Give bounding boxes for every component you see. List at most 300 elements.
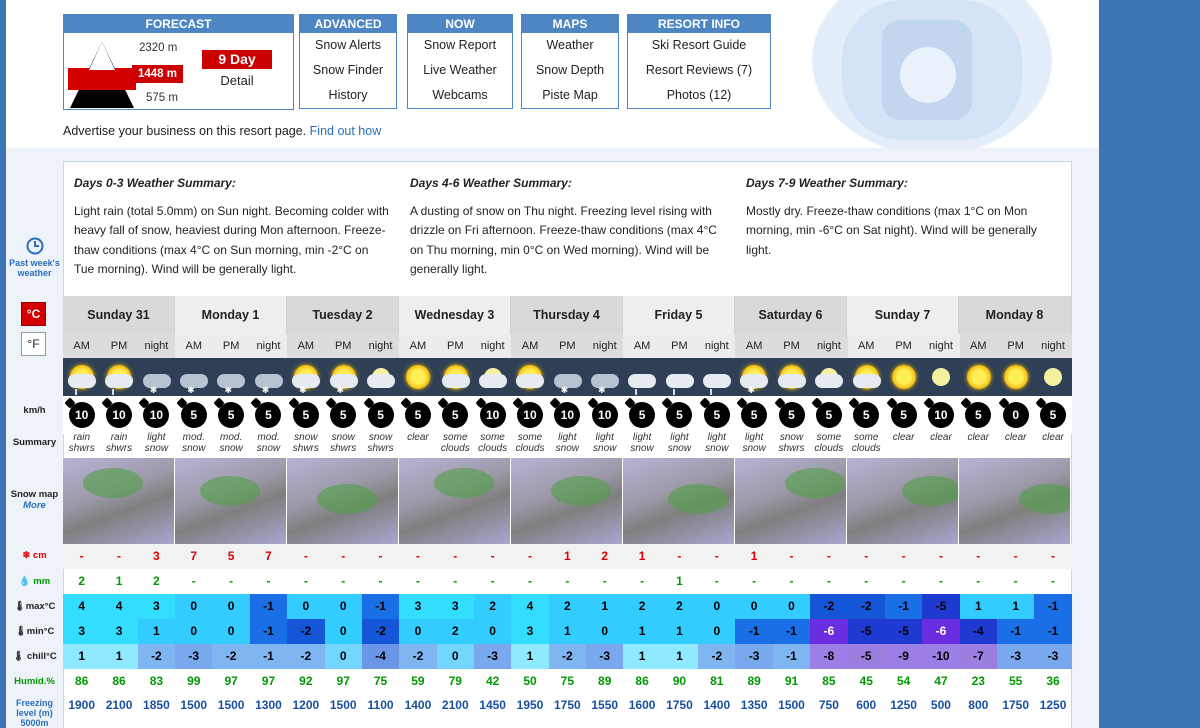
advanced-header: ADVANCED (300, 15, 396, 33)
snow-map-blob (434, 468, 494, 498)
max-temp-cell: 0 (325, 594, 362, 619)
min-temp-cell: -6 (922, 619, 959, 644)
rain-mm-cell: - (415, 574, 420, 588)
chill-cell: -2 (399, 644, 436, 669)
snowflake-icon: ✱ (336, 385, 345, 395)
chill-cell: -10 (922, 644, 959, 669)
min-temp-cell: -1 (250, 619, 287, 644)
max-temp-text: max°C (25, 601, 56, 612)
period-label: AM (175, 334, 212, 358)
summary-cell: rain shwrs (68, 432, 95, 454)
snow-map-blob (668, 484, 728, 514)
freezing-level-cell: 1600 (628, 698, 656, 712)
min-temp-cell: 0 (175, 619, 212, 644)
humidity-cell: 86 (75, 674, 89, 688)
summary-4-6 (400, 162, 736, 292)
cloud-icon (853, 374, 881, 388)
humidity-cell: 42 (485, 674, 500, 688)
humidity-cell: 47 (934, 674, 948, 688)
summary-cell: snow shwrs (330, 432, 357, 454)
ski-resort-guide-link[interactable]: Ski Resort Guide (651, 38, 747, 52)
summary-cell: clear (407, 432, 429, 443)
rain-mm-cell: - (490, 574, 495, 588)
min-temp-cell: 3 (511, 619, 548, 644)
chill-cell: -3 (997, 644, 1034, 669)
sun-cloud-snow-icon (325, 358, 362, 396)
wind-arrow-icon: 5 (741, 402, 767, 428)
rain-mm-cell: - (602, 574, 607, 588)
snow-cm-cell: - (100, 544, 137, 569)
cloud-icon (815, 374, 843, 388)
wind-arrow-icon: 10 (517, 402, 543, 428)
find-out-how-link[interactable]: Find out how (309, 124, 382, 138)
rain-mm-cell: 2 (153, 574, 160, 588)
min-temp-cell: -2 (362, 619, 399, 644)
freezing-level-row (63, 694, 1072, 716)
max-temp-cell: 2 (474, 594, 511, 619)
summary-7-9 (736, 162, 1072, 272)
snow-cm-cell: - (997, 544, 1034, 569)
freezing-level-cell: 1950 (516, 698, 544, 712)
humidity-cell: 89 (747, 674, 761, 688)
cloud-icon (105, 374, 133, 388)
freezing-level-cell: 1500 (329, 698, 357, 712)
sun-cloud-icon (848, 358, 885, 396)
summary-cell: light snow (630, 432, 654, 454)
snow-cm-cell: - (474, 544, 511, 569)
wind-arrow-icon: 5 (853, 402, 879, 428)
day-header: Saturday 6 (735, 296, 847, 334)
freezing-level-cell: 600 (856, 698, 877, 712)
freezing-level-label (6, 698, 63, 728)
moon-icon (1034, 358, 1071, 396)
humidity-cell: 99 (187, 674, 201, 688)
min-temp-cell: -1 (1034, 619, 1071, 644)
period-label: night (586, 334, 623, 358)
summary-cell: some clouds (515, 432, 545, 454)
cloud-icon (68, 374, 96, 388)
max-temp-cell: 0 (773, 594, 810, 619)
thermometer-icon: 🌡 (14, 626, 27, 637)
chill-row (63, 644, 1072, 669)
period-label: AM (623, 334, 660, 358)
humidity-cell: 97 (224, 674, 238, 688)
snow-map-thumbnail[interactable] (511, 458, 623, 544)
chill-cell: -2 (287, 644, 324, 669)
wind-arrow-icon: 5 (368, 402, 394, 428)
wind-arrow-icon: 5 (779, 402, 805, 428)
maps-header: MAPS (522, 15, 618, 33)
snow-map-thumbnail[interactable] (847, 458, 959, 544)
max-temp-label (6, 601, 63, 612)
summary-cell: some clouds (814, 432, 844, 454)
max-temp-cell: -2 (810, 594, 847, 619)
raindrop-icon (112, 389, 114, 395)
freezing-level-cell: 1500 (778, 698, 805, 712)
wind-arrow-icon: 0 (1003, 402, 1029, 428)
snow-map-blob (785, 468, 845, 498)
history-link[interactable]: History (328, 88, 368, 102)
cloud-snow-night-icon (586, 358, 623, 396)
day-header: Monday 8 (959, 296, 1071, 334)
humidity-cell: 86 (112, 674, 126, 688)
min-temp-text: min°C (26, 626, 55, 637)
humidity-cell: 36 (1046, 674, 1060, 688)
snow-cm-cell: - (960, 544, 997, 569)
max-temp-cell: -1 (885, 594, 922, 619)
summary-cell: snow shwrs (292, 432, 319, 454)
rain-mm-cell: 1 (115, 574, 123, 588)
summary-cell: clear (1004, 432, 1027, 443)
summary-0-3-text: Light rain (total 5.0mm) on Sun night. Becoming colder with heavy fall of snow, heaviest during Mon afternoon. Freeze-thaw conditions (max 4°C on Sun morning, min -2°C on Tue morning). Wind will be generally light. (74, 203, 389, 276)
elevation-mid[interactable]: 1448 m (132, 65, 183, 83)
max-temp-cell: 2 (661, 594, 698, 619)
snow-map-more-link[interactable]: More (23, 500, 46, 511)
min-temp-cell: -4 (960, 619, 997, 644)
snow-cm-cell: 1 (735, 544, 772, 569)
sun-cloud-rain-icon (100, 358, 137, 396)
sun-cloud-icon (511, 358, 548, 396)
period-label: AM (511, 334, 548, 358)
past-weather[interactable] (6, 237, 63, 278)
chill-cell: -2 (212, 644, 249, 669)
summary-cell: light snow (705, 432, 729, 454)
rain-mm-cell: 2 (78, 574, 86, 588)
max-temp-cell: 0 (175, 594, 212, 619)
snow-cm-cell: - (698, 544, 735, 569)
period-label: AM (960, 334, 997, 358)
humidity-cell: 97 (336, 674, 350, 688)
sun-icon (892, 365, 916, 389)
chill-cell: -3 (175, 644, 212, 669)
past-weather-label[interactable]: Past week's weather (9, 258, 60, 278)
day-header: Tuesday 2 (287, 296, 399, 334)
wind-label: km/h (23, 405, 46, 416)
max-temp-cell: 0 (212, 594, 249, 619)
live-weather-link[interactable]: Live Weather (423, 63, 497, 77)
moon-icon (922, 358, 959, 396)
sun-icon (885, 358, 922, 396)
chill-cell: -2 (549, 644, 586, 669)
wind-arrow-icon: 5 (629, 402, 655, 428)
min-temp-cell: 0 (325, 619, 362, 644)
mountain-icon (68, 38, 136, 108)
day-header: Monday 1 (175, 296, 287, 334)
freezing-level-cell: 2100 (105, 698, 133, 712)
snow-cm-cell: - (399, 544, 436, 569)
snowflake-icon: ✱ (261, 385, 270, 395)
snow-cm-cell: 7 (250, 544, 287, 569)
wind-arrow-icon: 5 (218, 402, 244, 428)
mascot-illustration (782, 0, 1082, 150)
min-temp-cell: -5 (848, 619, 885, 644)
chill-cell: 1 (623, 644, 660, 669)
max-temp-cell: 1 (586, 594, 623, 619)
period-label: PM (212, 334, 249, 358)
chill-cell: 1 (100, 644, 137, 669)
max-temp-cell: -1 (250, 594, 287, 619)
snow-cm-cell: - (848, 544, 885, 569)
rain-mm-cell: - (266, 574, 271, 588)
chill-cell: -9 (885, 644, 922, 669)
snowflake-icon: ✱ (149, 385, 158, 395)
summary-label: Summary (12, 437, 57, 448)
snow-cm-cell: - (362, 544, 399, 569)
snow-map-blob (551, 476, 611, 506)
wind-arrow-icon: 5 (816, 402, 842, 428)
summary-cell: mod. snow (182, 432, 206, 454)
cloud-icon (666, 374, 694, 388)
summary-cell: light snow (555, 432, 580, 454)
chill-cell: -2 (698, 644, 735, 669)
min-temp-cell: 3 (100, 619, 137, 644)
freezing-level-cell: 500 (930, 698, 951, 712)
min-temp-cell: -5 (885, 619, 922, 644)
day-header-row (63, 296, 1072, 334)
snow-report-link[interactable]: Snow Report (423, 38, 497, 52)
cloud-icon (703, 374, 731, 388)
summary-4-6-title: Days 4-6 Weather Summary: (410, 176, 572, 190)
max-temp-cell: 1 (997, 594, 1034, 619)
snow-cm-cell: 3 (138, 544, 175, 569)
wind-arrow-icon: 5 (1040, 402, 1066, 428)
chill-cell: 1 (511, 644, 548, 669)
min-temp-cell: -1 (997, 619, 1034, 644)
freezing-level-cell: 1750 (1002, 698, 1030, 712)
rain-mm-cell: - (565, 574, 570, 588)
cloud-icon (479, 374, 507, 388)
snow-map-thumbnail[interactable] (287, 458, 399, 544)
cloud-snow-night-icon (138, 358, 175, 396)
freezing-level-cell: 1250 (890, 698, 917, 712)
period-label: AM (63, 334, 100, 358)
elevation-top: 2320 m (139, 42, 178, 54)
weather-map-link[interactable]: Weather (546, 38, 594, 52)
freezing-level-cell: 1200 (292, 698, 320, 712)
rain-mm-cell: - (229, 574, 234, 588)
min-temp-cell: 0 (586, 619, 623, 644)
now-header: NOW (408, 15, 512, 33)
snow-cm-cell: - (511, 544, 548, 569)
snow-map-blob (317, 484, 377, 514)
summary-cell: mod. snow (256, 432, 281, 454)
rain-mm-cell: - (527, 574, 532, 588)
summary-cell: clear (967, 432, 990, 443)
cloud-icon (442, 374, 470, 388)
period-label: night (698, 334, 735, 358)
chill-cell: -4 (362, 644, 399, 669)
min-temp-cell: 1 (623, 619, 660, 644)
summary-row (63, 429, 1072, 457)
snow-cm-cell: 2 (586, 544, 623, 569)
snowflake-icon: ✱ (598, 385, 606, 395)
max-temp-cell: 0 (735, 594, 772, 619)
rain-mm-cell: - (341, 574, 346, 588)
summary-0-3-title: Days 0-3 Weather Summary: (74, 176, 236, 190)
rain-mm-cell: - (303, 574, 308, 588)
summary-cell: clear (892, 432, 915, 443)
humidity-cell: 90 (672, 674, 687, 688)
resort-reviews-link[interactable]: Resort Reviews (7) (645, 63, 753, 77)
humidity-cell: 85 (822, 674, 836, 688)
humidity-cell: 79 (448, 674, 462, 688)
snowflake-icon: ❄ (22, 550, 33, 561)
chill-text: chill°C (27, 651, 57, 662)
snow-cm-cell: - (661, 544, 698, 569)
rain-mm-cell: - (901, 574, 906, 588)
snow-cm-cell: - (922, 544, 959, 569)
sun-cloud-icon (773, 358, 810, 396)
freezing-level-cell: 1300 (255, 698, 282, 712)
raindrop-icon (673, 389, 675, 395)
freezing-level-cell: 1100 (367, 698, 394, 712)
snow-map-blob (200, 476, 260, 506)
rain-mm-label (6, 576, 63, 587)
chill-cell: -1 (773, 644, 810, 669)
wind-arrow-icon: 5 (255, 402, 281, 428)
period-label: AM (287, 334, 324, 358)
wind-arrow-icon: 10 (480, 402, 506, 428)
min-temp-cell: 3 (63, 619, 100, 644)
min-temp-cell: -1 (735, 619, 772, 644)
rain-mm-cell: - (378, 574, 383, 588)
snowflake-icon: ✱ (747, 385, 756, 395)
min-temp-cell: 1 (549, 619, 586, 644)
wind-arrow-icon: 10 (106, 402, 132, 428)
webcams-link[interactable]: Webcams (432, 88, 488, 102)
humidity-row (63, 669, 1072, 694)
summary-cell: snow shwrs (778, 432, 805, 454)
freezing-level-cell: 1500 (217, 698, 245, 712)
max-temp-cell: 2 (549, 594, 586, 619)
elevation-bottom: 575 m (146, 92, 178, 104)
photos-link[interactable]: Photos (12) (666, 88, 732, 102)
sun-icon (406, 365, 430, 389)
humidity-cell: 45 (859, 674, 873, 688)
snow-finder-link[interactable]: Snow Finder (312, 63, 384, 77)
snow-cm-cell: - (885, 544, 922, 569)
snow-map-thumbnail[interactable] (63, 458, 175, 544)
wind-arrow-icon: 5 (965, 402, 991, 428)
freezing-level-cell: 1550 (591, 698, 619, 712)
chill-cell: 0 (325, 644, 362, 669)
snow-map-thumbnail[interactable] (623, 458, 735, 544)
snow-cm-text: cm (32, 550, 47, 561)
period-label: night (1034, 334, 1071, 358)
period-label: PM (661, 334, 698, 358)
max-temp-cell: -5 (922, 594, 959, 619)
humidity-cell: 91 (784, 674, 799, 688)
chill-cell: -3 (586, 644, 623, 669)
chill-cell: -8 (810, 644, 847, 669)
rain-mm-cell: - (789, 574, 794, 588)
snow-depth-link[interactable]: Snow Depth (535, 63, 605, 77)
min-temp-cell: -2 (287, 619, 324, 644)
snow-cm-cell: - (325, 544, 362, 569)
rain-mm-cell: - (640, 574, 645, 588)
snow-cm-cell: - (437, 544, 474, 569)
wind-arrow-icon: 5 (405, 402, 431, 428)
rain-mm-cell: - (453, 574, 458, 588)
period-label: AM (735, 334, 772, 358)
snow-cm-row (63, 544, 1072, 569)
min-temp-cell: 0 (698, 619, 735, 644)
min-temp-cell: 1 (661, 619, 698, 644)
period-row (63, 334, 1072, 358)
summary-4-6-text: A dusting of snow on Thu night. Freezing level rising with drizzle on Fri afternoon. Freeze-thaw conditions (max 4°C on Thu morning, min 0°C on Wed morning). Wind will be generally light. (410, 203, 717, 276)
snowflake-icon: ✱ (187, 385, 195, 395)
cloud-snow-night-icon (250, 358, 287, 396)
raindrop-icon (75, 389, 77, 395)
min-temp-row (63, 619, 1072, 644)
detail-link[interactable]: Detail (220, 73, 254, 88)
nine-day-tab[interactable]: 9 Day (202, 50, 272, 69)
weather-icon-row (63, 358, 1072, 396)
snow-map-thumbnail[interactable] (175, 458, 287, 544)
rain-mm-cell: - (864, 574, 869, 588)
snowflake-icon: ✱ (224, 385, 232, 395)
humidity-cell: 50 (523, 674, 537, 688)
max-temp-cell: -1 (362, 594, 399, 619)
snow-cm-cell: 5 (212, 544, 249, 569)
humidity-cell: 54 (896, 674, 911, 688)
summary-cell: clear (930, 432, 952, 443)
snow-alerts-link[interactable]: Snow Alerts (314, 38, 381, 52)
period-label: PM (100, 334, 137, 358)
humidity-cell: 55 (1008, 674, 1023, 688)
day-header: Friday 5 (623, 296, 735, 334)
humidity-cell: 86 (635, 674, 649, 688)
snow-map-thumbnail[interactable] (735, 458, 847, 544)
summary-cell: mod. snow (219, 432, 243, 454)
wind-arrow-icon: 5 (330, 402, 356, 428)
cloud-icon (778, 374, 806, 388)
raindrop-icon (710, 389, 712, 395)
celsius-button[interactable]: °C (21, 302, 46, 326)
summary-0-3 (64, 162, 400, 292)
rain-mm-cell: - (1013, 574, 1018, 588)
freezing-level-cell: 1400 (404, 698, 432, 712)
rain-mm-cell: - (191, 574, 196, 588)
snow-cm-cell: - (773, 544, 810, 569)
raindrop-icon (635, 389, 637, 395)
freezing-level-cell: 800 (968, 698, 989, 712)
humidity-cell: 59 (411, 674, 425, 688)
period-label: night (362, 334, 399, 358)
sun-cloud-snow-icon (287, 358, 324, 396)
period-label: PM (325, 334, 362, 358)
piste-map-link[interactable]: Piste Map (542, 88, 598, 102)
snow-map-thumbnail[interactable] (959, 458, 1071, 544)
cloud-icon (628, 374, 656, 388)
humidity-cell: 97 (261, 674, 276, 688)
chill-cell: -3 (474, 644, 511, 669)
now-box (407, 14, 513, 109)
wind-arrow-icon: 5 (666, 402, 692, 428)
rain-mm-text: mm (33, 576, 51, 587)
min-temp-label (6, 626, 63, 637)
sun-icon (1004, 365, 1028, 389)
summary-cell: some clouds (440, 432, 470, 454)
max-temp-cell: 1 (960, 594, 997, 619)
snow-map-thumbnail[interactable] (399, 458, 511, 544)
rain-mm-cell: 1 (676, 574, 683, 588)
rain-mm-cell: - (752, 574, 757, 588)
moon-cloud-icon (474, 358, 511, 396)
fahrenheit-button[interactable]: °F (21, 332, 46, 356)
raindrop-icon: 💧 (18, 576, 34, 587)
max-temp-cell: 3 (399, 594, 436, 619)
